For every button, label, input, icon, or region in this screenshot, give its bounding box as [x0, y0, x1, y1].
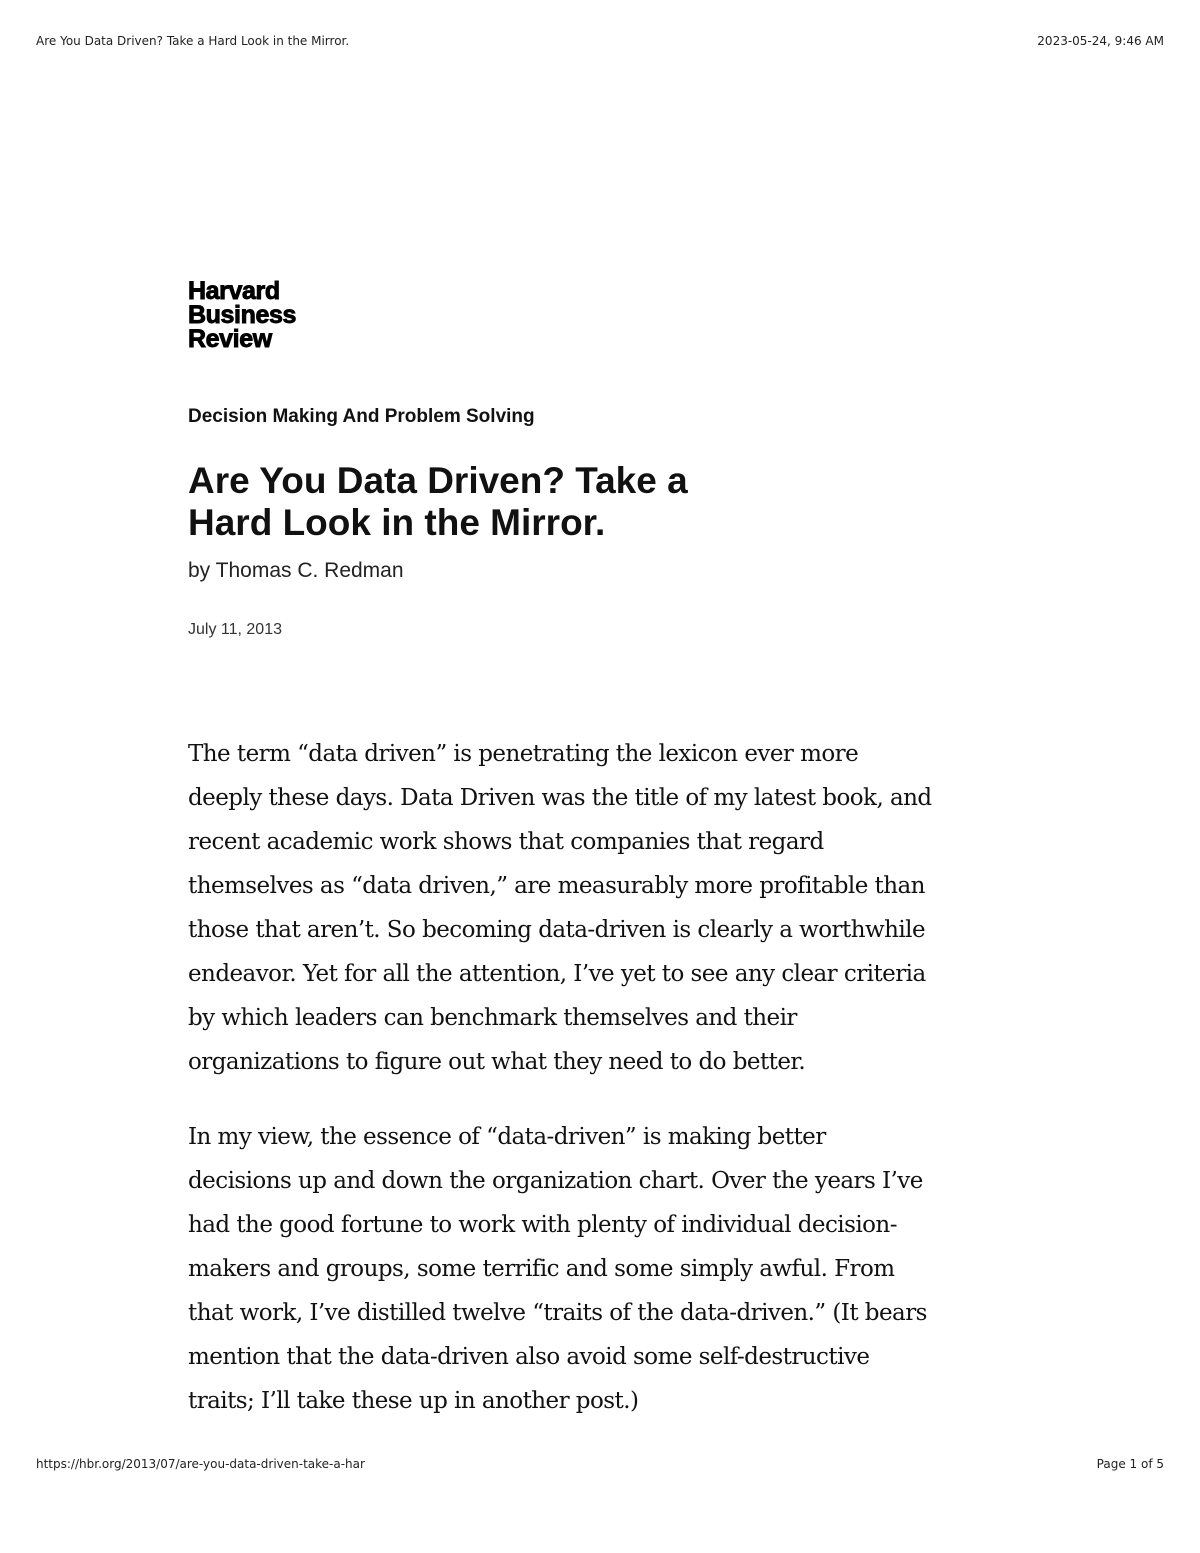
paragraph-line: endeavor. Yet for all the attention, I’ve yet to see any clear criteria: [188, 961, 926, 987]
article-paragraph-2: [188, 1115, 1028, 1423]
headline-line-1: Are You Data Driven? Take a: [188, 460, 688, 501]
paragraph-line: makers and groups, some terrific and some simply awful. From: [188, 1256, 895, 1282]
topic-link[interactable]: Decision Making And Problem Solving: [188, 406, 535, 427]
print-footer-url[interactable]: https://hbr.org/2013/07/are-you-data-driven-take-a-har: [36, 1457, 365, 1471]
paragraph-line: mention that the data-driven also avoid some self-destructive: [188, 1344, 870, 1370]
article-headline: [188, 460, 808, 544]
paragraph-line: themselves as “data driven,” are measurably more profitable than: [188, 873, 925, 899]
paragraph-line: that work, I’ve distilled twelve “traits of the data-driven.” (It bears: [188, 1300, 927, 1326]
print-header-timestamp: 2023-05-24, 9:46 AM: [1037, 34, 1164, 48]
logo-line-3: Review: [188, 325, 272, 353]
hbr-logo: [188, 279, 368, 351]
logo-line-1: Harvard: [188, 277, 280, 305]
paragraph-line: deeply these days. Data Driven was the title of my latest book, and: [188, 785, 932, 811]
paragraph-line: by which leaders can benchmark themselves and their: [188, 1005, 797, 1031]
paragraph-line: decisions up and down the organization chart. Over the years I’ve: [188, 1168, 923, 1194]
print-header-title: Are You Data Driven? Take a Hard Look in the Mirror.: [36, 34, 350, 48]
article-paragraph-1: [188, 732, 1028, 1084]
article-byline: by Thomas C. Redman: [188, 559, 404, 582]
paragraph-line: organizations to figure out what they need to do better.: [188, 1049, 806, 1075]
paragraph-line: recent academic work shows that companies that regard: [188, 829, 824, 855]
paragraph-line: had the good fortune to work with plenty of individual decision-: [188, 1212, 897, 1238]
paragraph-line: In my view, the essence of “data-driven” is making better: [188, 1124, 826, 1150]
print-footer-page-indicator: Page 1 of 5: [1096, 1457, 1164, 1471]
paragraph-line: The term “data driven” is penetrating the lexicon ever more: [188, 741, 859, 767]
headline-line-2: Hard Look in the Mirror.: [188, 502, 606, 543]
article-date: July 11, 2013: [188, 621, 282, 638]
paragraph-line: traits; I’ll take these up in another post.): [188, 1388, 639, 1414]
paragraph-line: those that aren’t. So becoming data-driven is clearly a worthwhile: [188, 917, 926, 943]
logo-line-2: Business: [188, 301, 296, 329]
